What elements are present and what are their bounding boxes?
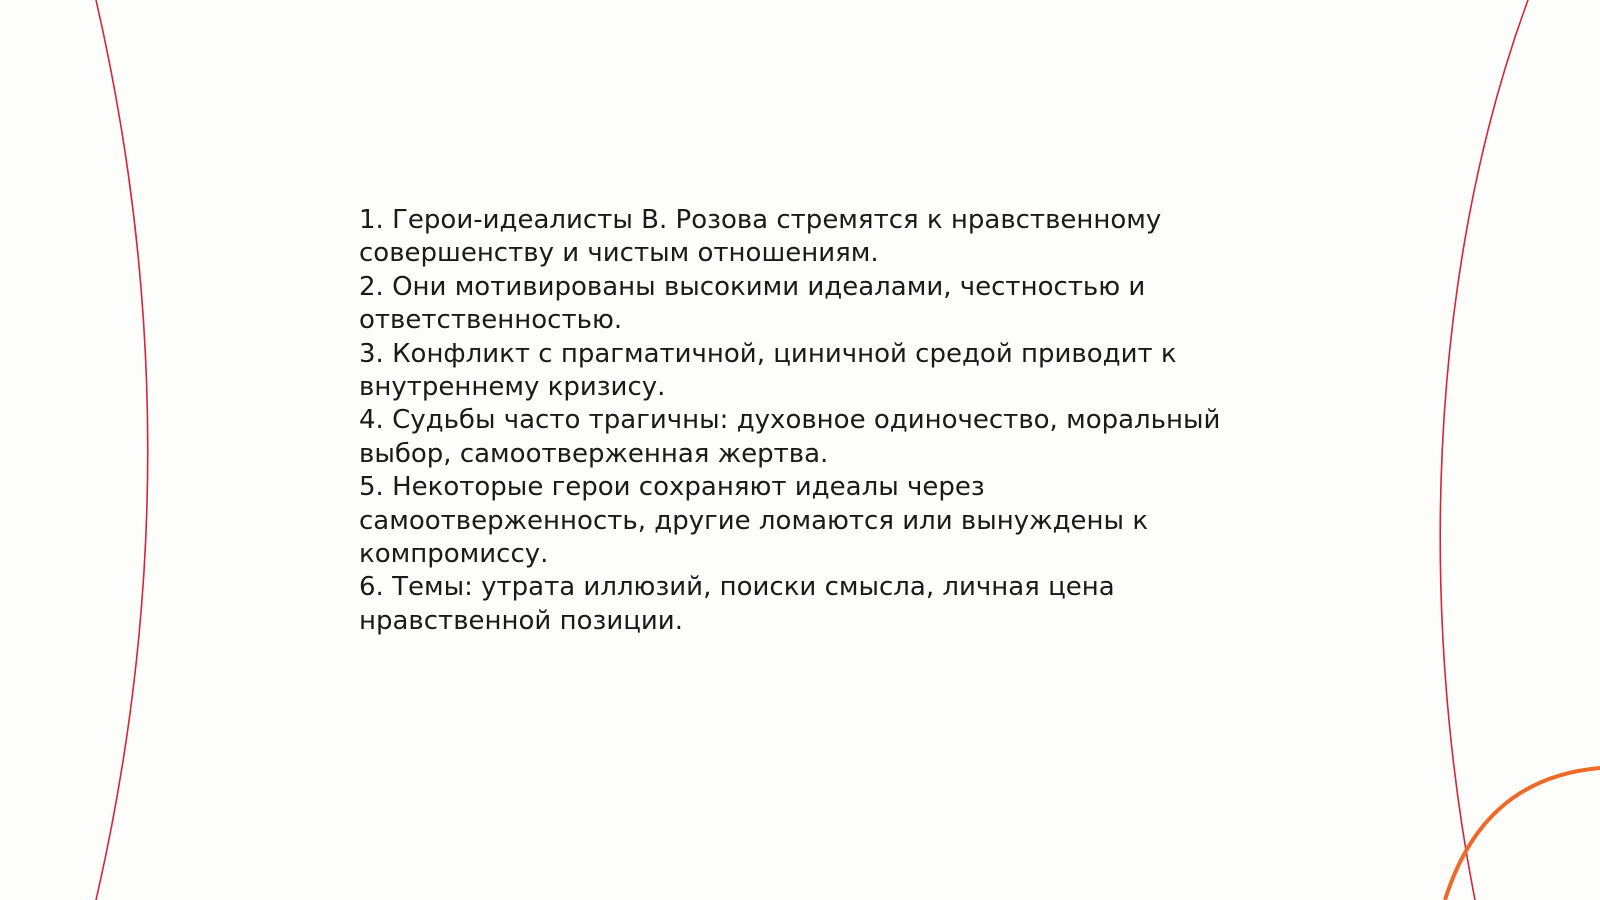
list-item: 1. Герои-идеалисты В. Розова стремятся к нравственному совершенству и чистым отношениям. bbox=[359, 205, 1162, 269]
list-item: 3. Конфликт с прагматичной, циничной средой приводит к внутреннему кризису. bbox=[359, 338, 1177, 403]
slide-content bbox=[359, 204, 1239, 638]
list-item: 4. Судьбы часто трагичны: духовное одиночество, моральный выбор, самоотверженная жертва. bbox=[359, 405, 1221, 469]
list-item: 2. Они мотивированы высокими идеалами, честностью и ответственностью. bbox=[359, 271, 1146, 336]
list-item: 6. Темы: утрата иллюзий, поиски смысла, личная цена нравственной позиции. bbox=[359, 572, 1115, 636]
left-curve-line bbox=[96, 0, 148, 900]
right-curve-line bbox=[1440, 0, 1528, 900]
list-item: 5. Некоторые герои сохраняют идеалы через самоотверженность, другие ломаются или вынуждены к компромиссу. bbox=[359, 472, 1149, 570]
orange-arc bbox=[1445, 768, 1600, 900]
